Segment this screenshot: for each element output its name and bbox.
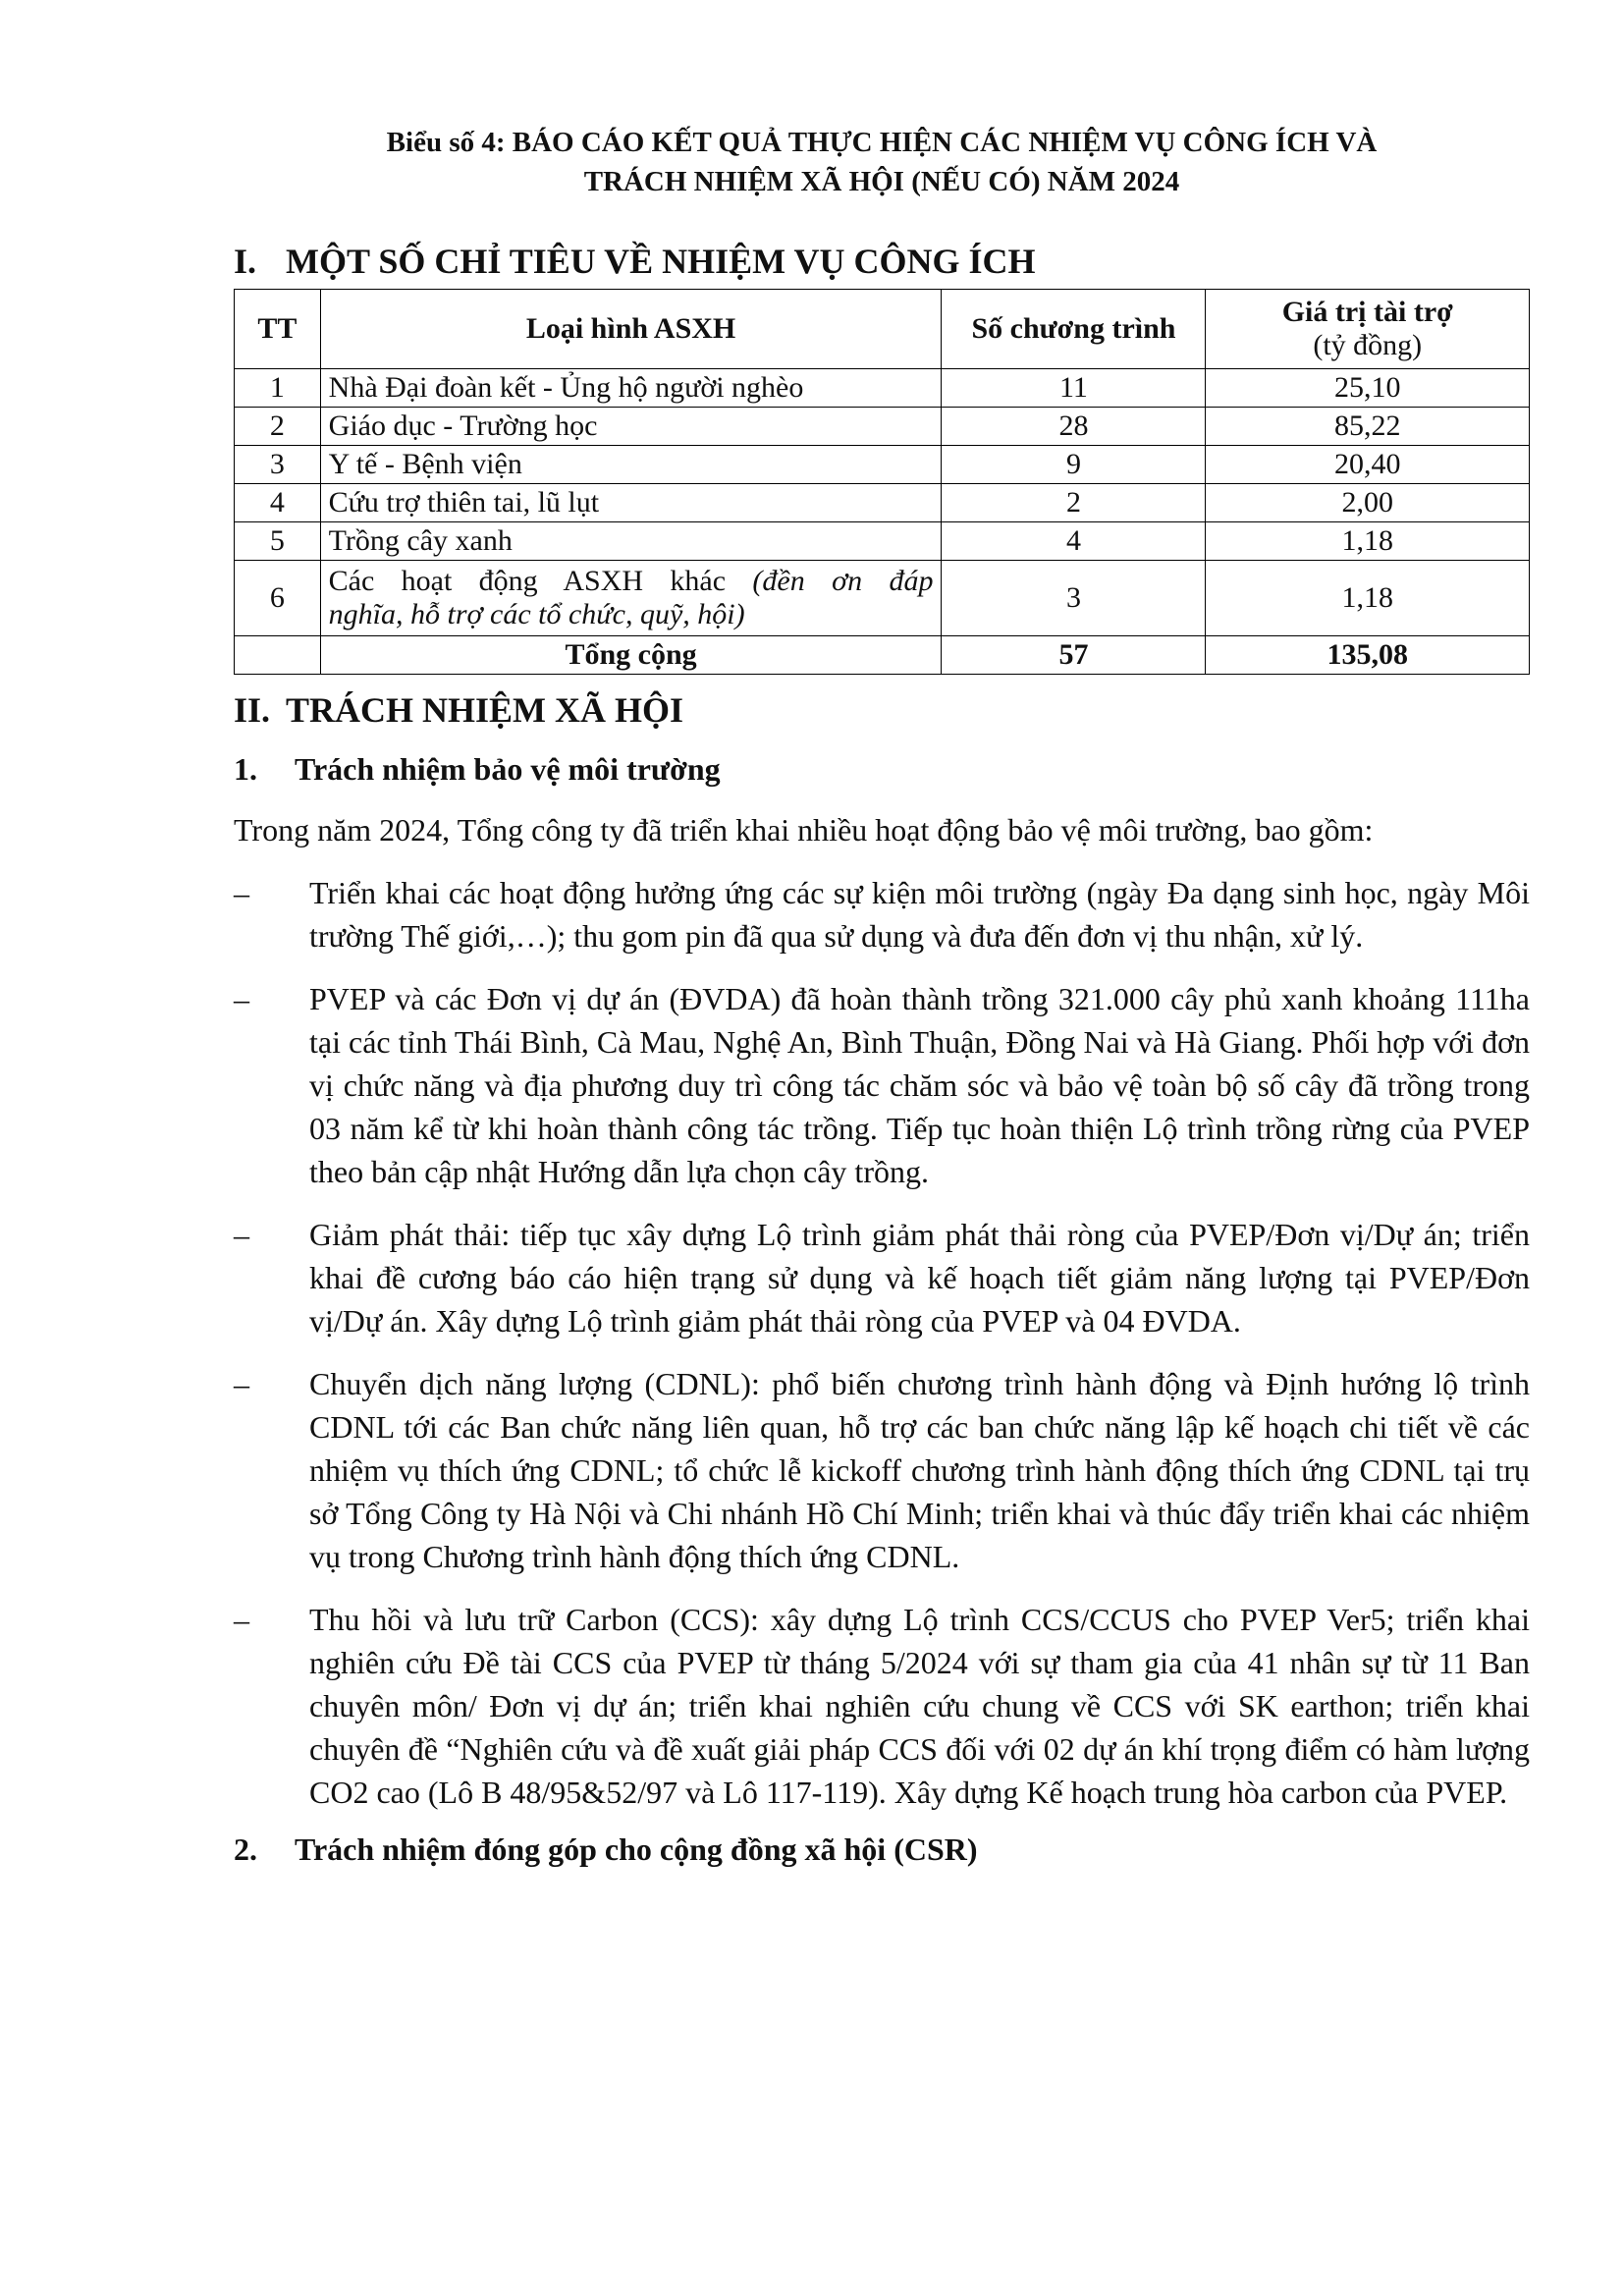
cell-programs: 28 [942,408,1206,446]
cell-value: 25,10 [1206,369,1530,408]
section-1-title: MỘT SỐ CHỈ TIÊU VỀ NHIỆM VỤ CÔNG ÍCH [286,242,1036,281]
document-title-line2: TRÁCH NHIỆM XÃ HỘI (NẾU CÓ) NĂM 2024 [583,166,1180,197]
list-item [234,1598,1530,1814]
list-item [234,1362,1530,1578]
cell-tt: 1 [235,369,321,408]
document-title-line1: Biểu số 4: BÁO CÁO KẾT QUẢ THỰC HIỆN CÁC NHIỆM VỤ CÔNG ÍCH VÀ [386,127,1378,158]
cell-programs: 3 [942,561,1206,636]
bullet-text: Giảm phát thải: tiếp tục xây dựng Lộ trình giảm phát thải ròng của PVEP/Đơn vị/Dự án; triển khai đề cương báo cáo hiện trạng sử dụng và kế hoạch tiết giảm năng lượng tại PVEP/Đơn vị/Dự án. Xây dựng Lộ trình giảm phát thải ròng của PVEP và 04 ĐVDA. [309,1217,1530,1339]
header-value-line1: Giá trị tài trợ [1281,296,1453,328]
table-row [235,408,1530,446]
subsection-2-heading [234,1830,1530,1869]
table-total-row [235,636,1530,675]
cell-type-line1 [329,565,934,598]
cell-tt: 6 [235,561,321,636]
cell-type: Giáo dục - Trường học [320,408,942,446]
cell-type [320,561,942,636]
section-2-number: II. [234,690,271,730]
cell-total-value: 135,08 [1206,636,1530,675]
table-row [235,446,1530,484]
cell-total-programs: 57 [942,636,1206,675]
cell-value: 1,18 [1206,522,1530,561]
cell-programs: 4 [942,522,1206,561]
table-row [235,484,1530,522]
cell-type: Y tế - Bệnh viện [320,446,942,484]
cell-programs: 9 [942,446,1206,484]
list-item [234,871,1530,957]
cell-value: 20,40 [1206,446,1530,484]
bullet-text: Chuyển dịch năng lượng (CDNL): phổ biến chương trình hành động và Định hướng lộ trình CDNL tới các Ban chức năng liên quan, hỗ trợ các ban chức năng lập kế hoạch chi tiết về các nhiệm vụ thích ứng CDNL; tổ chức lễ kickoff chương trình hành động thích ứng CDNL tại trụ sở Tổng Công ty Hà Nội và Chi nhánh Hồ Chí Minh; triển khai và thúc đẩy triển khai các nhiệm vụ trong Chương trình hành động thích ứng CDNL. [309,1366,1530,1574]
cell-value: 2,00 [1206,484,1530,522]
subsection-2-number: 2. [234,1831,257,1867]
cell-type-note-1: (đền ơn đáp [752,565,934,597]
cell-type-line2 [329,598,934,631]
section-1-heading [234,240,1530,283]
bullet-dash: – [234,1217,249,1252]
csr-funding-table [234,289,1530,675]
list-item [234,1213,1530,1342]
document-page [234,123,1530,1869]
bullet-dash: – [234,1602,249,1637]
bullet-dash: – [234,875,249,910]
bullet-text: Thu hồi và lưu trữ Carbon (CCS): xây dựng Lộ trình CCS/CCUS cho PVEP Ver5; triển khai nghiên cứu Đề tài CCS của PVEP từ tháng 5/2024 với sự tham gia của 41 nhân sự từ 11 Ban chuyên môn/ Đơn vị dự án; triển khai nghiên cứu chung về CCS với SK earthon; triển khai chuyên đề “Nghiên cứu và đề xuất giải pháp CCS đối với 02 dự án khí trọng điểm có hàm lượng CO2 cao (Lô B 48/95&52/97 và Lô 117-119). Xây dựng Kế hoạch trung hòa carbon của PVEP. [309,1602,1530,1810]
bullet-dash: – [234,981,249,1016]
bullet-text: Triển khai các hoạt động hưởng ứng các sự kiện môi trường (ngày Đa dạng sinh học, ngày Môi trường Thế giới,…); thu gom pin đã qua sử dụng và đưa đến đơn vị thu nhận, xử lý. [309,875,1530,954]
cell-tt: 2 [235,408,321,446]
header-value-line2: (tỷ đồng) [1313,329,1423,361]
section-2-heading [234,688,1530,732]
section-2-title: TRÁCH NHIỆM XÃ HỘI [286,690,684,730]
intro-paragraph: Trong năm 2024, Tổng công ty đã triển khai nhiều hoạt động bảo vệ môi trường, bao gồm: [234,812,1374,847]
header-value [1206,290,1530,369]
cell-programs: 2 [942,484,1206,522]
cell-programs: 11 [942,369,1206,408]
subsection-1-number: 1. [234,751,257,787]
cell-value: 85,22 [1206,408,1530,446]
cell-total-empty [235,636,321,675]
section-1-number: I. [234,242,257,281]
cell-tt: 4 [235,484,321,522]
cell-type: Nhà Đại đoàn kết - Ủng hộ người nghèo [320,369,942,408]
bullet-text: PVEP và các Đơn vị dự án (ĐVDA) đã hoàn thành trồng 321.000 cây phủ xanh khoảng 111ha tại các tỉnh Thái Bình, Cà Mau, Nghệ An, Bình Thuận, Đồng Nai và Hà Giang. Phối hợp với đơn vị chức năng và địa phương duy trì công tác chăm sóc và bảo vệ toàn bộ số cây đã trồng trong 03 năm kể từ khi hoàn thành công tác trồng. Tiếp tục hoàn thiện Lộ trình trồng rừng của PVEP theo bản cập nhật Hướng dẫn lựa chọn cây trồng. [309,981,1530,1189]
cell-type-main: Các hoạt động ASXH khác [328,565,727,597]
cell-value: 1,18 [1206,561,1530,636]
bullet-dash: – [234,1366,249,1401]
table-row [235,369,1530,408]
header-programs: Số chương trình [942,290,1206,369]
document-title [234,123,1530,201]
cell-tt: 3 [235,446,321,484]
list-item [234,977,1530,1193]
subsection-2-title: Trách nhiệm đóng góp cho cộng đồng xã hội (CSR) [295,1831,978,1867]
subsection-1-heading [234,749,1530,789]
table-header-row [235,290,1530,369]
cell-total-label: Tổng cộng [320,636,942,675]
header-type: Loại hình ASXH [320,290,942,369]
cell-tt: 5 [235,522,321,561]
header-tt: TT [235,290,321,369]
cell-type: Trồng cây xanh [320,522,942,561]
subsection-1-title: Trách nhiệm bảo vệ môi trường [295,751,721,787]
table-row [235,561,1530,636]
table-row [235,522,1530,561]
cell-type: Cứu trợ thiên tai, lũ lụt [320,484,942,522]
cell-type-note-2: nghĩa, hỗ trợ các tổ chức, quỹ, hội) [328,598,745,630]
